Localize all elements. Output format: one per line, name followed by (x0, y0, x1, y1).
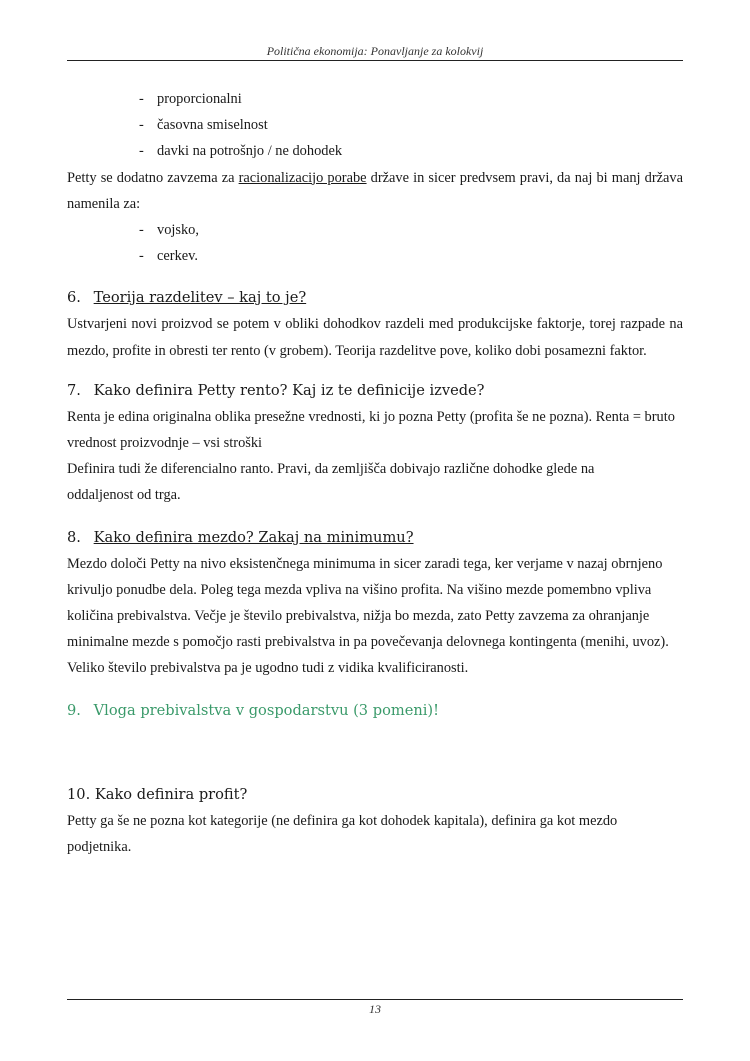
section-title: Kako definira Petty rento? Kaj iz te definicije izvede? (93, 381, 485, 399)
running-header: Politična ekonomija: Ponavljanje za kolokvij (266, 44, 484, 58)
list-item-text: časovna smiselnost (157, 117, 268, 134)
section-heading-6 (67, 285, 683, 311)
list-item: - proporcionalni (139, 91, 242, 107)
page-content (67, 86, 683, 860)
document-page (67, 0, 683, 1061)
section-number: 10. (67, 785, 91, 803)
section-body: Ustvarjeni novi proizvod se potem v obliki dohodkov razdeli med produkcijske faktorje, torej razpade na mezdo, profite in obresti ter rento (v grobem). Teorija razdelitve pove, koliko dobi posamezni faktor. (67, 316, 683, 359)
list-item: - časovna smiselnost (139, 117, 268, 134)
section-body: Definira tudi že diferencialno ranto. Pravi, da zemljišča dobivajo različne dohodke glede na oddaljenost od trga. (67, 461, 595, 504)
section-heading-10 (67, 782, 683, 808)
section-title: Teorija razdelitev – kaj to je? (93, 289, 307, 307)
section-title: Vloga prebivalstva v gospodarstvu (3 pomeni)! (93, 701, 439, 719)
text-run: Petty se dodatno zavzema za (67, 169, 239, 186)
section-title: Kako definira profit? (94, 785, 248, 803)
section-number: 9. (67, 701, 81, 719)
list-item-text: vojsko, (157, 221, 199, 238)
section-title: Kako definira mezdo? Zakaj na minimumu? (93, 528, 414, 546)
section-number: 7. (67, 381, 81, 399)
section-number: 8. (67, 528, 81, 546)
section-number: 6. (67, 289, 81, 307)
underlined-text: racionalizacijo porabe (238, 169, 367, 186)
text-run: države in sicer predvsem pravi, da naj bi manj država namenila za: (67, 169, 683, 212)
list-item-text: davki na potrošnjo / ne dohodek (157, 143, 343, 160)
section-heading-7 (67, 378, 683, 404)
page-number: 13 (369, 1002, 381, 1016)
list-item-text: proporcionalni (157, 91, 242, 107)
section-heading-9 (67, 698, 683, 724)
petty-paragraph (67, 165, 683, 217)
footer-rule (67, 999, 683, 1000)
section-body: Mezdo določi Petty na nivo eksistenčnega minimuma in sicer zaradi tega, ker verjame v nazaj obrnjeno krivuljo ponudbe dela. Poleg tega mezda vpliva na višino profita. Na višino mezde pomembno vpliva količina prebivalstva. Večje je število prebivalstva, nižja bo mezda, zato Petty zavzema za ohranjanje minimalne mezde s pomočjo rasti prebivalstva in pa povečevanja delovnega kontingenta (menihi, uvoz). Veliko število prebivalstva pa je ugodno tudi z vidika kvalificiranosti. (67, 555, 669, 677)
section-body: Renta je edina originalna oblika presežne vrednosti, ki jo pozna Petty (profita še ne pozna). Renta = bruto vrednost proizvodnje – vsi stroški (67, 408, 675, 451)
list-item: - vojsko, (139, 221, 199, 238)
header-rule (67, 60, 683, 61)
list-item: - cerkev. (139, 248, 199, 265)
list-item: - davki na potrošnjo / ne dohodek (139, 143, 343, 160)
list-item-text: cerkev. (157, 248, 199, 265)
section-body: Petty ga še ne pozna kot kategorije (ne definira ga kot dohodek kapitala), definira ga kot mezdo podjetnika. (67, 812, 618, 855)
section-heading-8 (67, 525, 683, 551)
